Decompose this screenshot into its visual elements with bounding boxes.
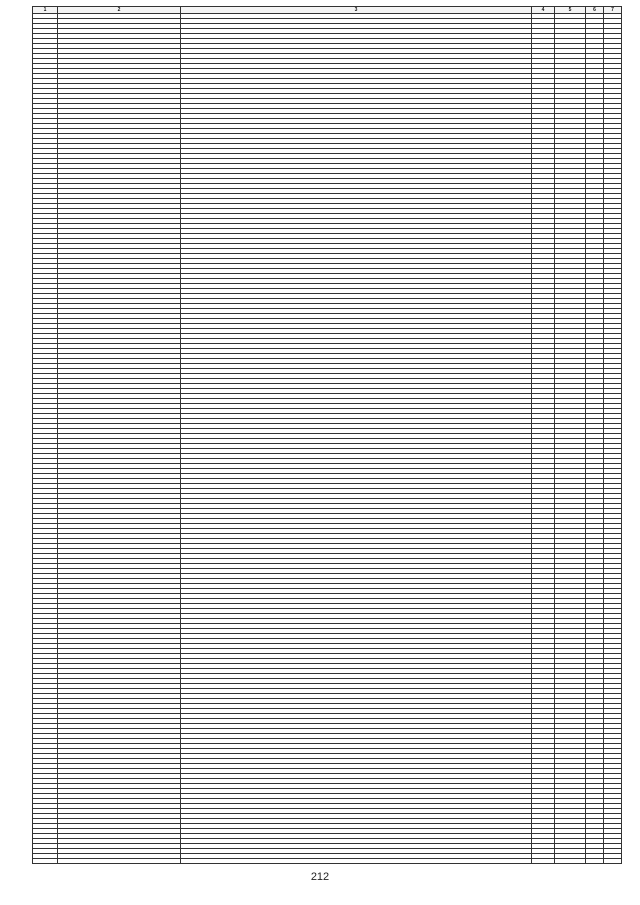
column-number-row xyxy=(33,7,622,14)
table-cell-col-6 xyxy=(586,859,604,864)
register-table-body xyxy=(33,14,622,864)
column-number-7: 7 xyxy=(604,7,622,14)
table-cell-col-2 xyxy=(58,859,181,864)
register-table xyxy=(32,6,622,864)
table-row xyxy=(33,859,622,864)
register-table-container xyxy=(32,6,614,864)
column-number-6: 6 xyxy=(586,7,604,14)
table-cell-col-3 xyxy=(181,859,532,864)
table-cell-col-1 xyxy=(33,859,58,864)
table-cell-col-7 xyxy=(604,859,622,864)
column-number-1: 1 xyxy=(33,7,58,14)
column-number-2: 2 xyxy=(58,7,181,14)
table-cell-col-5 xyxy=(555,859,586,864)
page-number: 212 xyxy=(310,871,330,883)
column-number-5: 5 xyxy=(555,7,586,14)
table-cell-col-4 xyxy=(532,859,555,864)
column-number-3: 3 xyxy=(181,7,532,14)
column-number-4: 4 xyxy=(532,7,555,14)
